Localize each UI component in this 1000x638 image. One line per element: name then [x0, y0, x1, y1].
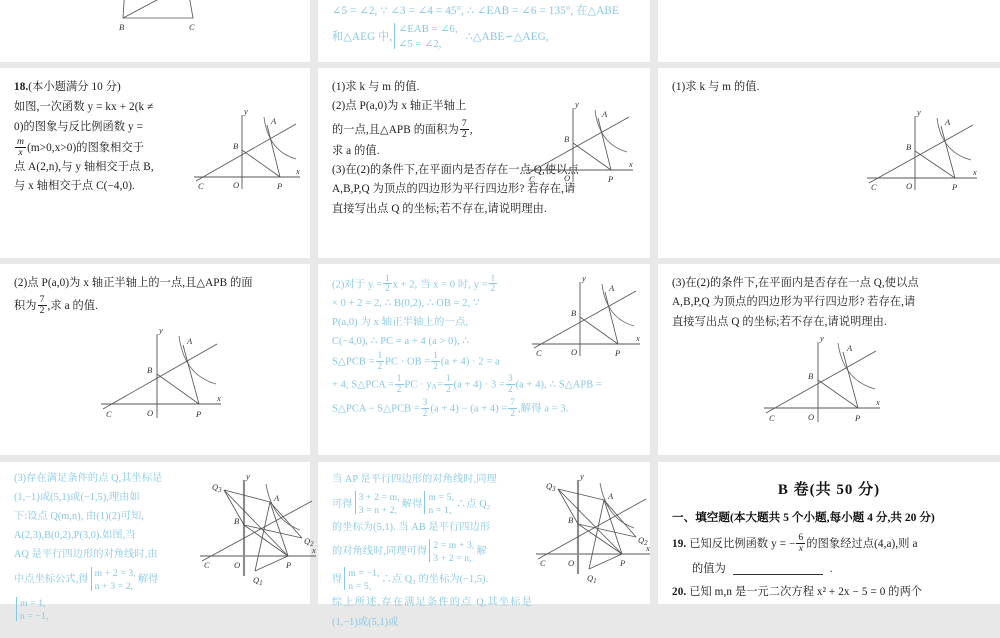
svg-text:P: P	[855, 413, 861, 423]
fraction-denominator: 2	[422, 407, 428, 418]
sub-question-2-line-2: 的一点,且△APB 的面积为 $\frac{7}{2}$ ,	[332, 117, 473, 140]
answer-line-7-mid: (a + 4) − (a + 4) =	[430, 403, 508, 415]
fraction-numerator: 7	[510, 397, 515, 408]
svg-text:A: A	[274, 493, 280, 503]
answer-line-2: × 0 + 2 = 2, ∴ B(0,2), ∴ OB = 2, ∵	[332, 298, 480, 310]
brace-row-1: m = 5,	[428, 492, 455, 504]
svg-text:Q2: $Q_2$	[638, 535, 648, 547]
sub-question-2-full-line-1: (2)点 P(a,0)为 x 轴正半轴上的一点,且△APB 的面	[14, 277, 253, 289]
svg-text:A: A	[608, 491, 614, 501]
svg-text:y: y	[917, 107, 921, 117]
answer-line-2-suffix: ∴△ABE∽△AEG,	[465, 30, 549, 43]
fraction-denominator: 2	[396, 383, 402, 394]
answer-line-5	[332, 351, 537, 372]
fraction-numerator: m	[17, 135, 25, 147]
answer-line-6	[14, 567, 182, 593]
svg-text:x: x	[876, 397, 880, 407]
brace-row-2: n = 1,	[428, 505, 452, 517]
cell-r4c1	[0, 462, 316, 622]
answer-line-6-prefix: + 4, S△PCA =	[332, 379, 394, 391]
svg-text:B: B	[119, 22, 125, 32]
answer-block-q3	[14, 470, 182, 623]
fraction-numerator: 7	[39, 294, 45, 306]
sub-question-1-repeat: (1)求 k 与 m 的值.	[672, 81, 760, 93]
figure-r4c2-parallelograms	[532, 468, 660, 588]
fraction-denominator: 2	[507, 383, 513, 394]
question-19	[672, 533, 986, 579]
svg-text:A: A	[847, 343, 853, 353]
svg-text:O: O	[808, 412, 815, 422]
cell-r1c2	[318, 0, 650, 62]
system-brace-4	[344, 567, 379, 593]
svg-text:x: x	[217, 393, 221, 403]
figure-triangle-abc	[105, 0, 215, 38]
system-brace	[394, 23, 457, 52]
svg-text:x: x	[973, 167, 977, 177]
svg-text:O: O	[568, 558, 575, 568]
sub-question-3-line-1: (3)在(2)的条件下,在平面内是否存在一点 Q,使以点	[332, 163, 579, 176]
sub-question-2-line-1: (2)点 P(a,0)为 x 轴正半轴上	[332, 100, 467, 113]
cell-r2c1	[0, 68, 310, 258]
problem-body-line-2: 0)的图象与反比例函数 y =	[14, 120, 144, 133]
brace-row-1: 2 = m + 3,	[433, 539, 475, 551]
cell-r4c3	[658, 462, 1000, 604]
svg-text:y: y	[582, 273, 586, 283]
svg-text:C: C	[529, 174, 535, 184]
svg-text:A: A	[602, 109, 608, 119]
svg-text:B: B	[233, 141, 239, 151]
svg-text:C: C	[106, 409, 112, 419]
svg-text:P: P	[620, 558, 626, 568]
fraction-denominator: x	[15, 147, 26, 158]
answer-line-4: C(−4,0), ∴ PC = a + 4 (a > 0), ∴	[332, 335, 470, 347]
answer-blank-19[interactable]	[733, 574, 823, 575]
question-19-answer-row	[692, 560, 986, 579]
fraction-numerator: 1	[385, 273, 390, 283]
problem-body-line-1: 如图,一次函数 y = kx + 2(k ≠	[14, 101, 154, 114]
answer-line-3: 的坐标为(5,1). 当 AB 是平行四边形	[332, 521, 491, 533]
svg-text:y: y	[244, 106, 248, 116]
brace-row-2: n = −1,	[20, 610, 49, 622]
answer-line-6-m2: =	[437, 379, 443, 391]
svg-text:O: O	[234, 560, 241, 570]
fraction-seven-halves	[38, 295, 47, 316]
svg-text:B: B	[906, 142, 912, 152]
fraction-numerator: 1	[446, 373, 451, 384]
fraction-denominator: 2	[377, 360, 383, 371]
answer-line-4-suffix: 解	[476, 546, 487, 558]
figure-r3c1	[95, 322, 230, 427]
svg-text:P: P	[286, 560, 292, 570]
svg-text:x: x	[312, 545, 316, 555]
problem-body-line-4: 点 A(2,n),与 y 轴相交于点 B,	[14, 160, 154, 173]
answer-line-1: 当 AP 是平行四边形的对角线时,同理	[332, 474, 497, 485]
sub-question-2-full-line-2	[14, 295, 296, 316]
svg-text:B: B	[808, 371, 814, 381]
problem-body-line-3-text: (m>0,x>0)的图象相交于	[27, 141, 145, 154]
svg-text:P: P	[277, 181, 283, 191]
answer-line-5-suffix: (a + 4) · 2 = a	[440, 356, 500, 368]
svg-text:A: A	[945, 117, 951, 127]
problem-points: (本小题满分 10 分)	[28, 81, 121, 93]
svg-text:Q2: $Q_2$	[304, 536, 314, 548]
answer-line-5-mid: PC · OB =	[385, 356, 431, 368]
answer-line-5	[332, 567, 532, 593]
fraction-denominator: 2	[385, 283, 390, 294]
brace-row-2: 3 + 2 = n,	[433, 552, 472, 564]
answer-block-q2-cont	[332, 374, 636, 419]
sub-question-2-line-3: 求 a 的值.	[332, 144, 380, 157]
brace-row-2: 3 = n + 2,	[358, 505, 398, 517]
cell-r3c2	[318, 264, 650, 455]
figure-r2c3	[863, 106, 983, 198]
line-2-prefix: 积为	[14, 300, 37, 313]
fraction-one-half-b	[489, 274, 498, 294]
fraction-numerator: 3	[507, 373, 513, 384]
sub-question-3-line-3: 直接写出点 Q 的坐标;若不存在,请说明理由.	[332, 202, 547, 215]
svg-text:y: y	[580, 471, 584, 481]
svg-text:y: y	[159, 325, 163, 335]
answer-line-2-prefix: 和△AEG 中,	[332, 30, 393, 43]
svg-text:P: P	[608, 174, 614, 184]
answer-line-2	[332, 491, 532, 517]
figure-r2c1	[188, 103, 306, 198]
svg-text:x: x	[636, 333, 640, 343]
cell-r3c3	[658, 264, 1000, 455]
fraction-numerator: 7	[461, 117, 467, 129]
svg-text:B: B	[564, 134, 570, 144]
problem-body-line-5: 与 x 轴相交于点 C(−4,0).	[14, 180, 135, 193]
svg-text:C: C	[769, 413, 775, 423]
svg-text:y: y	[575, 99, 579, 109]
svg-text:O: O	[571, 347, 578, 357]
brace-row-1: m = 1,	[20, 597, 46, 609]
answer-line-2	[332, 23, 636, 52]
cell-r1c3	[658, 0, 1000, 62]
answer-line-6-suffix: 解得	[137, 574, 159, 586]
line-2-suffix: ,求 a 的值.	[47, 300, 99, 313]
sub-question-3-full-line-3: 直接写出点 Q 的坐标;若不存在,请说明理由.	[672, 315, 887, 328]
answer-block-q2	[332, 274, 537, 372]
svg-text:y: y	[820, 333, 824, 343]
answer-line-2-prefix: 可得	[332, 498, 353, 510]
fraction-one-half-d	[431, 351, 440, 371]
fraction-numerator: 1	[490, 273, 496, 283]
sub-question-2-prefix: 的一点,且△APB 的面积为	[332, 123, 459, 136]
svg-text:Q1: $Q_1$	[253, 575, 263, 587]
sub-question-3-full-line-2: A,B,P,Q 为顶点的四边形为平行四边形? 若存在,请	[672, 296, 916, 309]
question-20-text: 已知 m,n 是一元二次方程 x² + 2x − 5 = 0 的两个	[689, 586, 923, 599]
fraction-three-halves-b	[421, 398, 430, 418]
answer-line-7	[14, 597, 182, 623]
answer-line-2: (1,−1)或(5,1)或(−1,5),理由如	[14, 491, 140, 503]
svg-text:O: O	[906, 181, 913, 191]
answer-line-4: A(2,3),B(0,2),P(3,0).如图,当	[14, 529, 136, 541]
svg-text:x: x	[629, 159, 633, 169]
svg-text:A: A	[271, 116, 277, 126]
question-19-prefix: 已知反比例函数 y = −	[689, 537, 796, 550]
answer-line-6-prefix: 中点坐标公式,得	[14, 574, 89, 586]
fraction-one-half-a	[383, 274, 392, 294]
answer-line-7-suffix: ,解得 a = 3.	[517, 403, 569, 415]
answer-line-6-m3: (a + 4) · 3 =	[453, 379, 505, 391]
answer-line-3: 下:设点 Q(m,n), 由(1)(2)可知,	[14, 510, 144, 522]
fraction-seven-halves	[508, 398, 517, 418]
answer-line-6	[332, 374, 636, 395]
system-brace-1	[91, 567, 136, 593]
svg-text:C: C	[198, 181, 204, 191]
question-20	[672, 583, 986, 602]
cell-r3c1	[0, 264, 310, 455]
svg-text:B: B	[571, 308, 577, 318]
answer-line-1-prefix: (2)对于 y =	[332, 279, 383, 291]
fraction-denominator: 2	[461, 128, 467, 140]
svg-text:y: y	[246, 471, 250, 481]
answer-line-3: P(a,0) 为 x 轴正半轴上的一点,	[332, 316, 469, 328]
system-brace-3	[429, 539, 474, 565]
figure-r4c1-parallelograms	[196, 468, 326, 588]
fraction-denominator: 2	[510, 407, 515, 418]
answer-line-1-mid: x + 2, 当 x = 0 时, y =	[392, 279, 488, 291]
answer-line-5-prefix: S△PCB =	[332, 356, 375, 368]
svg-text:P: P	[615, 348, 621, 358]
cell-r4c2	[318, 462, 650, 628]
figure-r2c2	[521, 98, 639, 190]
answer-line-2-mid: 解得	[401, 498, 423, 510]
svg-text:O: O	[147, 408, 154, 418]
fraction-numerator: 1	[396, 373, 402, 384]
answer-line-6: 综上所述,存在满足条件的点 Q,其坐标是(1,−1)或(5,1)或	[332, 597, 532, 628]
svg-text:Q1: $Q_1$	[587, 573, 597, 585]
answer-line-4	[332, 539, 532, 565]
answer-line-5-prefix: 得	[332, 574, 343, 586]
answer-line-7	[332, 398, 636, 419]
svg-text:Q3: $Q_3$	[212, 482, 222, 494]
answer-line-7-prefix: S△PCA − S△PCB =	[332, 403, 420, 415]
answer-line-5: AQ 是平行四边形的对角线时,由	[14, 548, 158, 560]
svg-text:P: P	[196, 409, 202, 419]
svg-text:C: C	[540, 558, 546, 568]
answer-line-1: (3)存在满足条件的点 Q,其坐标是	[14, 473, 163, 484]
question-19-suffix: 的图象经过点(4,a),则 a	[806, 537, 918, 550]
svg-text:A: A	[609, 283, 615, 293]
sub-question-3-full	[672, 274, 986, 332]
question-20-number: 20.	[672, 586, 687, 599]
sub-question-3-line-2: A,B,P,Q 为顶点的四边形为平行四边形? 若存在,请	[332, 183, 576, 196]
answer-line-2-suffix: ∴点 Q₂	[456, 498, 491, 510]
sub-question-1: (1)求 k 与 m 的值.	[332, 81, 420, 93]
brace-row-1: 3 + 2 = m,	[358, 492, 400, 504]
answer-block-q3-cont	[332, 470, 532, 632]
problem-number: 18.	[14, 81, 29, 93]
cell-r2c2	[318, 68, 650, 258]
svg-text:P: P	[952, 182, 958, 192]
figure-r3c2	[528, 272, 646, 364]
fraction-denominator: 2	[433, 360, 438, 371]
section-heading-b-juan: B 卷(共 50 分)	[777, 482, 881, 498]
problem-18-text	[14, 78, 189, 197]
fraction-three-halves-a	[506, 374, 515, 394]
fraction-one-half-f	[444, 374, 453, 394]
fraction-numerator: 6	[798, 531, 804, 543]
svg-text:O: O	[564, 173, 571, 183]
fraction-six-over-x	[796, 533, 805, 554]
brace-row-2: n + 3 = 2,	[94, 581, 134, 593]
svg-text:C: C	[871, 182, 877, 192]
svg-text:B: B	[147, 365, 153, 375]
system-brace-1	[355, 491, 400, 517]
fraction-numerator: 1	[377, 350, 383, 361]
sub-question-3-full-line-1: (3)在(2)的条件下,在平面内是否存在一点 Q,使以点	[672, 277, 919, 289]
brace-row-2: n = 5,	[348, 581, 372, 593]
svg-text:O: O	[233, 180, 240, 190]
answer-line-4-prefix: 的对角线时,同理可得	[332, 546, 428, 558]
cell-r1c1	[0, 0, 310, 62]
answer-line-5-suffix: ∴点 Q₃ 的坐标为(−1,5).	[381, 574, 489, 586]
svg-text:A: A	[187, 336, 193, 346]
section-fill-in-blank-heading	[672, 508, 986, 528]
brace-row-2: ∠5 = ∠2,	[398, 38, 442, 50]
section-heading-text: 一、填空题(本大题共 5 个小题,每小题 4 分,共 20 分)	[672, 511, 935, 524]
fraction-denominator: 2	[490, 283, 496, 294]
answer-line-6-subscript: A	[431, 383, 438, 392]
svg-text:C: C	[189, 22, 195, 32]
fraction-one-half-e	[395, 374, 404, 394]
answer-line-1: ∠5 = ∠2, ∵ ∠3 = ∠4 = 45°, ∴ ∠EAB = ∠6 = 135°, 在△ABE	[332, 5, 619, 17]
fraction-one-half-c	[376, 351, 385, 371]
svg-text:Q3: $Q_3$	[546, 481, 556, 493]
brace-row-1: m = −1,	[348, 568, 380, 580]
answer-text-block	[332, 2, 636, 52]
svg-text:C: C	[204, 560, 210, 570]
question-19-period: .	[829, 562, 833, 575]
system-brace-2	[16, 597, 49, 623]
answer-line-6-suffix: (a + 4), ∴ S△APB =	[515, 379, 602, 391]
svg-text:C: C	[536, 348, 542, 358]
figure-r3c3	[758, 330, 888, 430]
answer-line-1	[332, 274, 537, 295]
sub-question-2-full	[14, 274, 296, 316]
svg-text:B: B	[568, 515, 574, 525]
svg-text:B: B	[234, 516, 240, 526]
fraction-denominator: x	[796, 543, 805, 554]
svg-text:x: x	[296, 166, 300, 176]
fraction-seven-halves	[460, 119, 469, 140]
system-brace-2	[424, 491, 454, 517]
question-19-number: 19.	[672, 537, 687, 550]
brace-row-1: ∠EAB = ∠6,	[398, 24, 458, 36]
fraction-numerator: 1	[433, 350, 438, 361]
answer-line-6-m1: PC · y	[404, 379, 432, 391]
brace-row-1: m + 2 = 3,	[94, 568, 136, 580]
cell-r2c3	[658, 68, 1000, 258]
fraction-denominator: 2	[39, 305, 45, 317]
question-19-answer-label: 的值为	[692, 562, 726, 575]
problem-body-line-3	[14, 137, 189, 158]
fraction-denominator: 2	[446, 383, 451, 394]
fraction-numerator: 3	[422, 397, 428, 408]
svg-text:x: x	[646, 543, 650, 553]
fraction-m-over-x	[15, 137, 26, 158]
